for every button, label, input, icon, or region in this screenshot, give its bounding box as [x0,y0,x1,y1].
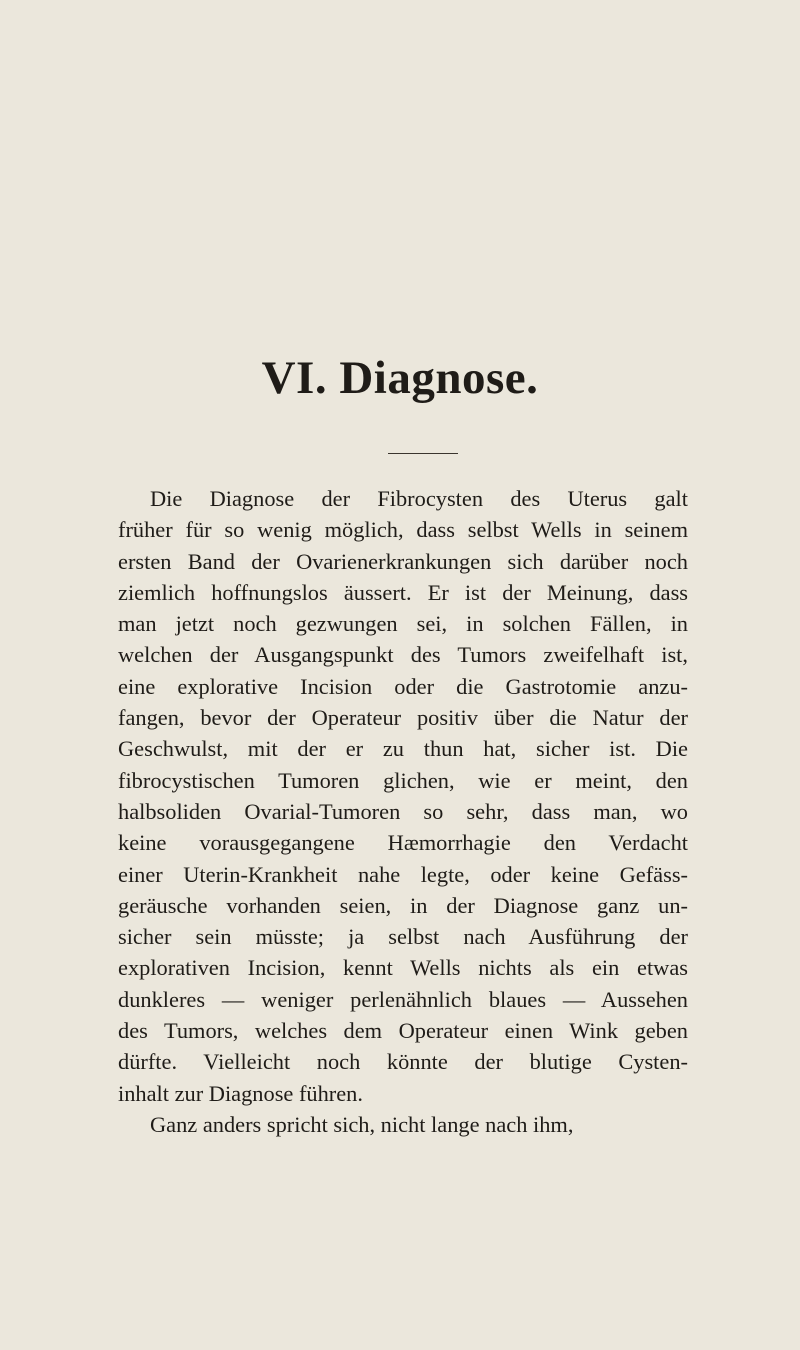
text-line: inhalt zur Diagnose führen. [118,1080,363,1106]
text-line: eine explorative Incision oder die Gastrotomie anzu- [118,673,688,699]
text-line: ersten Band der Ovarienerkrankungen sich darüber noch [118,548,688,574]
text-line: keine vorausgegangene Hæmorrhagie den Verdacht [118,830,688,856]
text-line: Die Diagnose der Fibrocysten des Uterus galt [150,486,688,511]
text-line: fibrocystischen Tumoren glichen, wie er meint, den [118,767,688,793]
text-line: ziemlich hoffnungslos äussert. Er ist der Meinung, dass [118,579,688,605]
body-text [118,483,688,1140]
text-line: Geschwulst, mit der er zu thun hat, sicher ist. Die [118,736,688,762]
text-line: halbsoliden Ovarial-Tumoren so sehr, dass man, wo [118,798,688,824]
chapter-title: VI. Diagnose. [261,352,539,404]
text-line: welchen der Ausgangspunkt des Tumors zweifelhaft ist, [118,642,688,668]
text-line: Ganz anders spricht sich, nicht lange nach ihm, [150,1111,574,1137]
text-line: dürfte. Vielleicht noch könnte der blutige Cysten- [118,1049,688,1075]
text-line: des Tumors, welches dem Operateur einen Wink geben [118,1018,688,1044]
text-line: geräusche vorhanden seien, in der Diagnose ganz un- [118,892,688,918]
text-line: einer Uterin-Krankheit nahe legte, oder keine Gefäss- [118,861,688,887]
title-divider [388,453,458,454]
text-line: dunkleres — weniger perlenähnlich blaues — Aussehen [118,986,688,1012]
text-line: früher für so wenig möglich, dass selbst Wells in seinem [118,517,688,543]
text-line: sicher sein müsste; ja selbst nach Ausführung der [118,924,688,950]
text-line: man jetzt noch gezwungen sei, in solchen Fällen, in [118,611,688,637]
text-line: fangen, bevor der Operateur positiv über die Natur der [118,705,688,731]
text-line: explorativen Incision, kennt Wells nichts als ein etwas [118,955,688,981]
